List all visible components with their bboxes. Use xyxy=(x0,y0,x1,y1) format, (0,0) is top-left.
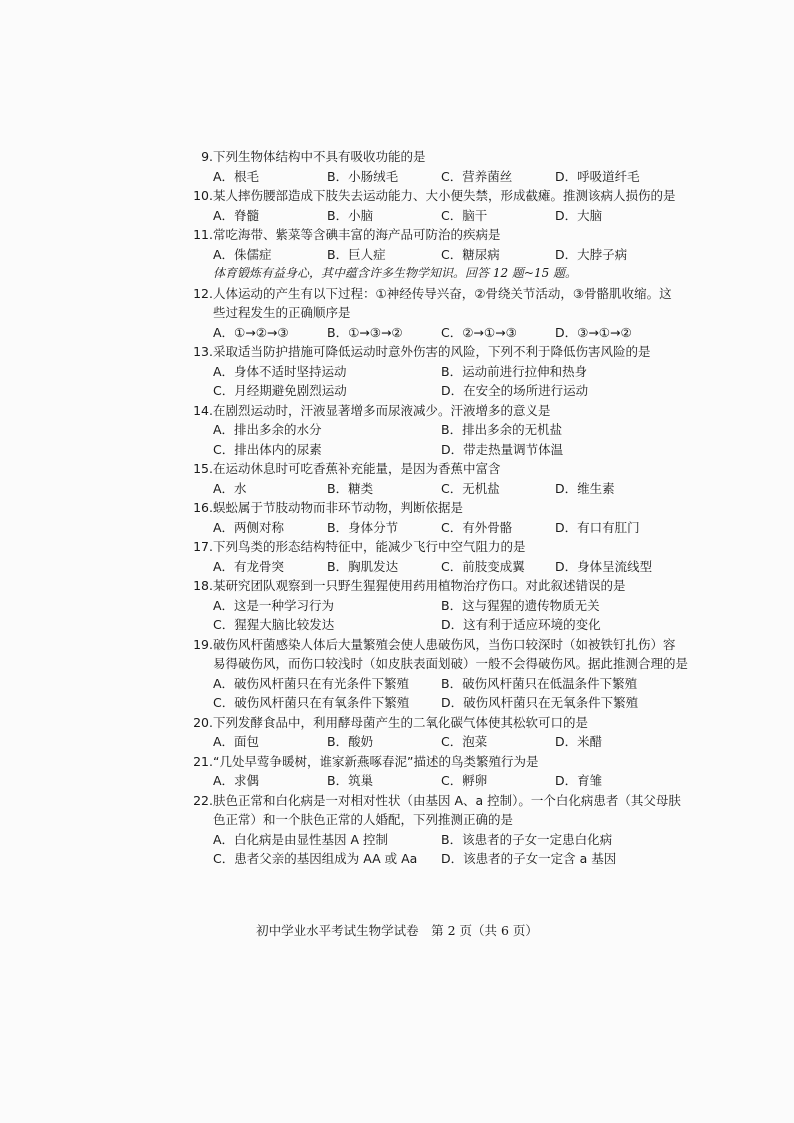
question-text: 在运动休息时可吃香蕉补充能量，是因为香蕉中富含 xyxy=(213,461,501,476)
question-stem xyxy=(188,752,708,772)
question-number: 20. xyxy=(193,714,213,730)
option-b: B．①→③→② xyxy=(327,324,403,340)
question-stem xyxy=(188,635,708,655)
option-b: B．破伤风杆菌只在低温条件下繁殖 xyxy=(441,675,638,691)
question-number: 17. xyxy=(193,539,213,554)
option-b: B．排出多余的无机盐 xyxy=(441,422,563,437)
option-c: C．孵卵 xyxy=(441,773,488,788)
option-d: D．育雏 xyxy=(555,773,603,788)
option-b: B．小脑 xyxy=(327,207,374,223)
option-d: D．③→①→② xyxy=(555,324,632,340)
answer-options xyxy=(188,557,708,577)
question-stem xyxy=(188,284,708,304)
option-d: D．身体呈流线型 xyxy=(555,558,653,574)
answer-options xyxy=(188,596,708,635)
option-c: C．营养菌丝 xyxy=(441,168,513,184)
option-b: B．糖类 xyxy=(327,480,374,496)
option-b: B．胸肌发达 xyxy=(327,558,399,574)
question-list xyxy=(188,147,708,869)
question-number: 15. xyxy=(193,461,213,476)
option-b: B．巨人症 xyxy=(327,246,386,262)
question-text: 人体运动的产生有以下过程：①神经传导兴奋，②骨绕关节活动，③骨骼肌收缩。这 xyxy=(213,285,672,301)
option-d: D．大脖子病 xyxy=(555,246,628,262)
question-text: 下列发酵食品中，利用酵母菌产生的二氧化碳气体使其松软可口的是 xyxy=(213,714,589,730)
question-stem xyxy=(188,713,708,733)
question-text: 肤色正常和白化病是一对相对性状（由基因 A、a 控制）。一个白化病患者（其父母肤 xyxy=(213,792,681,808)
question-number: 16. xyxy=(193,500,213,515)
question-number: 10. xyxy=(193,188,213,203)
question-22 xyxy=(188,791,708,869)
question-stem xyxy=(188,147,708,167)
option-a: A．侏儒症 xyxy=(213,246,272,262)
question-number: 12. xyxy=(193,285,213,301)
option-b: B．该患者的子女一定患白化病 xyxy=(441,831,613,847)
question-15 xyxy=(188,459,708,498)
option-c: C．泡菜 xyxy=(441,734,488,749)
option-d: D．大脑 xyxy=(555,207,603,223)
option-c: C．②→①→③ xyxy=(441,324,517,340)
option-c: C．前肢变成翼 xyxy=(441,558,525,574)
question-18 xyxy=(188,576,708,635)
option-d: D．有口有肛门 xyxy=(555,519,640,535)
question-number: 14. xyxy=(193,402,213,418)
option-a: A．白化病是由显性基因 A 控制 xyxy=(213,831,389,847)
question-text: 蜈蚣属于节肢动物而非环节动物，判断依据是 xyxy=(213,500,464,515)
question-17 xyxy=(188,537,708,576)
question-stem xyxy=(188,791,708,811)
option-a: A．脊髓 xyxy=(213,207,260,223)
question-text: 破伤风杆菌感染人体后大量繁殖会使人患破伤风，当伤口较深时（如被铁钉扎伤）容 xyxy=(213,636,676,652)
option-c: C．月经期避免剧烈运动 xyxy=(213,383,347,398)
section-note: 体育锻炼有益身心，其中蕴含许多生物学知识。回答 12 题~15 题。 xyxy=(213,266,578,280)
question-stem xyxy=(188,459,708,479)
option-b: B．小肠绒毛 xyxy=(327,168,399,184)
question-19 xyxy=(188,635,708,713)
answer-options xyxy=(188,479,708,499)
question-text: 某研究团队观察到一只野生猩猩使用药用植物治疗伤口。对此叙述错误的是 xyxy=(213,578,626,593)
question-number: 11. xyxy=(193,227,213,242)
question-stem xyxy=(188,342,708,362)
option-a: A．这是一种学习行为 xyxy=(213,597,335,613)
page-footer: 初中学业水平考试生物学试卷 第 2 页（共 6 页） xyxy=(256,923,538,938)
question-number: 18. xyxy=(193,578,213,593)
answer-options xyxy=(188,323,708,343)
question-text-continued: 色正常）和一个肤色正常的人婚配，下列推测正确的是 xyxy=(213,812,514,827)
question-14 xyxy=(188,401,708,460)
option-d: D．带走热量调节体温 xyxy=(441,441,564,457)
question-text: 常吃海带、紫菜等含碘丰富的海产品可防治的疾病是 xyxy=(213,227,501,242)
option-a: A．身体不适时坚持运动 xyxy=(213,363,347,379)
question-text: 下列生物体结构中不具有吸收功能的是 xyxy=(213,149,426,164)
answer-options xyxy=(188,518,708,538)
option-c: C．排出体内的尿素 xyxy=(213,441,322,457)
option-c: C．有外骨骼 xyxy=(441,519,513,535)
question-stem xyxy=(188,576,708,596)
question-stem xyxy=(188,225,708,245)
option-d: D．维生素 xyxy=(555,480,615,496)
option-a: A．有龙骨突 xyxy=(213,558,285,574)
question-number: 13. xyxy=(193,344,213,359)
question-number: 21. xyxy=(193,753,213,769)
option-b: B．筑巢 xyxy=(327,773,374,788)
question-text-continued: 易得破伤风，而伤口较浅时（如皮肤表面划破）一般不会得破伤风。据此推测合理的是 xyxy=(213,656,689,671)
option-c: C．患者父亲的基因组成为 AA 或 Aa xyxy=(213,851,418,866)
answer-options xyxy=(188,674,708,713)
question-21 xyxy=(188,752,708,791)
option-a: A．面包 xyxy=(213,734,260,749)
option-d: D．该患者的子女一定含 a 基因 xyxy=(441,851,617,866)
option-a: A．①→②→③ xyxy=(213,324,289,340)
question-stem xyxy=(188,401,708,421)
question-number: 22. xyxy=(193,792,213,808)
question-stem xyxy=(188,537,708,557)
answer-options xyxy=(188,206,708,226)
question-20 xyxy=(188,713,708,752)
option-d: D．呼吸道纤毛 xyxy=(555,168,640,184)
answer-options xyxy=(188,830,708,869)
option-b: B．运动前进行拉伸和热身 xyxy=(441,363,588,379)
option-b: B．酸奶 xyxy=(327,734,374,749)
question-text: “几处早莺争暖树，谁家新燕啄春泥”描述的鸟类繁殖行为是 xyxy=(213,753,539,769)
option-d: D．在安全的场所进行运动 xyxy=(441,383,589,398)
option-d: D．这有利于适应环境的变化 xyxy=(441,617,601,632)
question-number: 9. xyxy=(201,149,213,164)
question-16 xyxy=(188,498,708,537)
question-13 xyxy=(188,342,708,401)
option-b: B．这与猩猩的遗传物质无关 xyxy=(441,597,600,613)
question-stem xyxy=(188,186,708,206)
question-text: 下列鸟类的形态结构特征中，能减少飞行中空气阻力的是 xyxy=(213,539,526,554)
option-a: A．水 xyxy=(213,480,247,496)
question-10 xyxy=(188,186,708,225)
answer-options xyxy=(188,167,708,187)
question-11 xyxy=(188,225,708,264)
option-a: A．两侧对称 xyxy=(213,519,285,535)
question-text-continued: 些过程发生的正确顺序是 xyxy=(213,305,351,320)
question-text: 采取适当防护措施可降低运动时意外伤害的风险，下列不利于降低伤害风险的是 xyxy=(213,344,651,359)
option-c: C．猩猩大脑比较发达 xyxy=(213,617,335,632)
question-text: 某人摔伤腰部造成下肢失去运动能力、大小便失禁，形成截瘫。推测该病人损伤的是 xyxy=(213,188,676,203)
answer-options xyxy=(188,362,708,401)
question-9 xyxy=(188,147,708,186)
answer-options xyxy=(188,245,708,265)
answer-options xyxy=(188,420,708,459)
option-d: D．破伤风杆菌只在无氧条件下繁殖 xyxy=(441,695,639,710)
option-a: A．排出多余的水分 xyxy=(213,422,322,437)
option-a: A．求偶 xyxy=(213,773,260,788)
answer-options xyxy=(188,771,708,791)
option-a: A．根毛 xyxy=(213,168,260,184)
question-text: 在剧烈运动时，汗液显著增多而尿液减少。汗液增多的意义是 xyxy=(213,402,551,418)
option-c: C．无机盐 xyxy=(441,480,500,496)
option-c: C．脑干 xyxy=(441,207,488,223)
question-12 xyxy=(188,284,708,343)
option-c: C．破伤风杆菌只在有氧条件下繁殖 xyxy=(213,695,410,710)
option-b: B．身体分节 xyxy=(327,519,399,535)
option-a: A．破伤风杆菌只在有光条件下繁殖 xyxy=(213,675,410,691)
option-c: C．糖尿病 xyxy=(441,246,500,262)
question-stem xyxy=(188,498,708,518)
question-number: 19. xyxy=(193,636,213,652)
answer-options xyxy=(188,732,708,752)
option-d: D．米醋 xyxy=(555,734,603,749)
